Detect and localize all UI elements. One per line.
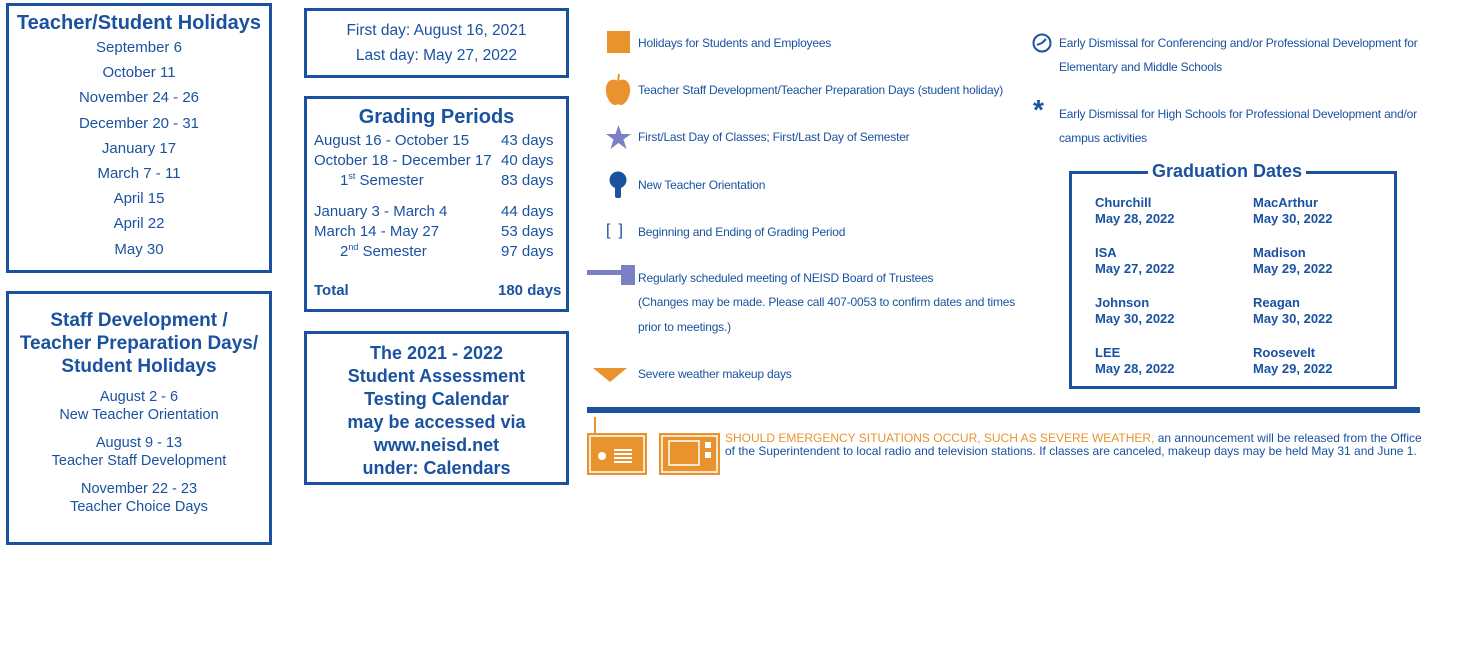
staff-group: [9, 434, 269, 470]
holiday-item: December 20 - 31: [78, 114, 200, 132]
holiday-item: April 22: [113, 215, 165, 233]
graduation-school: [1253, 295, 1333, 327]
grading-days: 44 days: [501, 203, 554, 220]
grading-row: [307, 171, 566, 191]
school-name: Reagan: [1253, 295, 1300, 310]
holiday-item: November 24 - 26: [78, 89, 200, 107]
graduation-date: May 28, 2022: [1095, 211, 1175, 226]
grading-row: [307, 131, 566, 151]
emergency-text: an announcement will be released from the Office of the Superintendent to local radio and television stations. If classes are canceled, makeup days may be held May 31 and June 1.: [725, 431, 1422, 458]
bracket-icon: [ ]: [606, 222, 623, 239]
graduation-date: May 30, 2022: [1095, 311, 1175, 326]
first-day: First day: August 16, 2021: [346, 22, 527, 39]
graduation-school: [1253, 195, 1333, 227]
legend-high-school-dismissal: Early Dismissal for High Schools for Professional Development and/or: [1059, 107, 1417, 121]
school-name: Roosevelt: [1253, 345, 1316, 360]
legend-board-meeting-note: prior to meetings.): [638, 320, 731, 334]
staff-group: [9, 388, 269, 424]
grading-total-days: 180 days: [498, 282, 562, 299]
holiday-item: April 15: [113, 190, 165, 208]
grading-period: January 3 - March 4: [314, 203, 448, 220]
holiday-item: January 17: [101, 139, 177, 157]
staff-title: [9, 309, 269, 378]
staff-group-label: New Teacher Orientation: [59, 407, 219, 423]
teacher-student-holidays-box: [6, 3, 272, 273]
down-arrow-icon: [593, 368, 627, 382]
graduation-date: May 29, 2022: [1253, 361, 1333, 376]
legend-new-teacher-orientation: New Teacher Orientation: [638, 178, 766, 192]
semester-word: Semester: [358, 243, 427, 260]
school-name: Johnson: [1095, 295, 1150, 310]
holiday-item: May 30: [114, 240, 164, 258]
assessment-line: Student Assessment: [347, 366, 526, 386]
emergency-notice: [725, 432, 1425, 458]
graduation-title: Graduation Dates: [1148, 161, 1306, 182]
staff-title-line: Staff Development /: [50, 310, 228, 331]
grading-total-row: [307, 281, 566, 301]
semester-number: 1: [340, 172, 349, 189]
semester-ordinal: nd: [348, 242, 359, 252]
grading-row: [307, 222, 566, 242]
graduation-date: May 30, 2022: [1253, 311, 1333, 326]
school-name: Churchill: [1095, 195, 1152, 210]
graduation-dates-box: [1069, 161, 1397, 389]
semester-word: Semester: [355, 172, 424, 189]
grading-period: March 14 - May 27: [314, 223, 440, 240]
emergency-highlight: SHOULD EMERGENCY SITUATIONS OCCUR, SUCH AS SEVERE WEATHER,: [725, 431, 1155, 445]
graduation-school: [1253, 345, 1333, 377]
light-bulb-icon: [609, 171, 627, 199]
semester-number: 2: [340, 243, 349, 260]
holiday-item: March 7 - 11: [97, 164, 181, 182]
legend-holidays: Holidays for Students and Employees: [638, 36, 832, 50]
grading-days: 43 days: [501, 132, 554, 149]
staff-title-line: Student Holidays: [61, 356, 217, 377]
board-meeting-icon: [587, 265, 635, 287]
first-last-day-box: [304, 8, 569, 78]
staff-group-dates: August 9 - 13: [95, 435, 183, 451]
legend-board-meeting: Regularly scheduled meeting of NEISD Board of Trustees: [638, 271, 934, 285]
television-icon: [659, 433, 720, 475]
semester-label: [340, 242, 427, 262]
grading-period: August 16 - October 15: [314, 132, 470, 149]
staff-group-label: Teacher Choice Days: [70, 499, 208, 515]
graduation-date: May 29, 2022: [1253, 261, 1333, 276]
legend-early-dismissal-cont: Elementary and Middle Schools: [1059, 60, 1222, 74]
graduation-school: [1095, 345, 1175, 377]
school-name: ISA: [1095, 245, 1117, 260]
grading-days: 40 days: [501, 152, 554, 169]
asterisk-icon: *: [1033, 94, 1044, 125]
assessment-line: The 2021 - 2022: [369, 343, 504, 363]
holiday-item: September 6: [96, 39, 182, 56]
graduation-school: [1095, 295, 1175, 327]
grading-row: [307, 242, 566, 262]
school-name: Madison: [1253, 245, 1306, 260]
semester-ordinal: st: [348, 171, 356, 181]
grading-total-label: Total: [314, 282, 349, 299]
graduation-date: May 27, 2022: [1095, 261, 1175, 276]
last-day: Last day: May 27, 2022: [355, 47, 518, 64]
staff-development-box: [6, 291, 272, 545]
legend-board-meeting-note: (Changes may be made. Please call 407-0053 to confirm dates and times: [638, 295, 1016, 309]
graduation-school: [1095, 245, 1175, 277]
grading-days: 97 days: [501, 243, 554, 260]
orange-square-icon: [607, 31, 630, 53]
assessment-line: may be accessed via: [347, 412, 526, 432]
assessment-box: [304, 331, 569, 485]
graduation-school: [1253, 245, 1333, 277]
graduation-school: [1095, 195, 1175, 227]
holiday-item: October 11: [102, 64, 176, 82]
assessment-line: under: Calendars: [362, 458, 511, 478]
school-name: MacArthur: [1253, 195, 1319, 210]
clock-icon: [1032, 33, 1052, 53]
graduation-date: May 28, 2022: [1095, 361, 1175, 376]
graduation-date: May 30, 2022: [1253, 211, 1333, 226]
grading-days: 83 days: [501, 172, 554, 189]
grading-days: 53 days: [501, 223, 554, 240]
assessment-link[interactable]: www.neisd.net: [373, 435, 500, 455]
section-divider: [587, 407, 1420, 413]
staff-group-label: Teacher Staff Development: [51, 453, 227, 469]
staff-title-line: Teacher Preparation Days/: [19, 333, 259, 354]
staff-group-dates: November 22 - 23: [80, 481, 198, 497]
assessment-line: Testing Calendar: [364, 389, 509, 409]
apple-icon: [605, 72, 631, 106]
legend-first-last-day: First/Last Day of Classes; First/Last Day of Semester: [638, 130, 910, 144]
star-icon: [606, 125, 631, 149]
grading-row: [307, 202, 566, 222]
school-name: LEE: [1095, 345, 1121, 360]
grading-period: October 18 - December 17: [314, 152, 492, 169]
staff-group-dates: August 2 - 6: [99, 389, 179, 405]
grading-periods-box: [304, 96, 569, 312]
staff-group: [9, 480, 269, 516]
legend-early-dismissal: Early Dismissal for Conferencing and/or Professional Development for: [1059, 36, 1418, 50]
semester-label: [340, 171, 424, 191]
grading-title: Grading Periods: [358, 106, 515, 128]
holidays-title: Teacher/Student Holidays: [16, 12, 262, 34]
legend-grading-period: Beginning and Ending of Grading Period: [638, 225, 846, 239]
legend-staff-development: Teacher Staff Development/Teacher Preparation Days (student holiday): [638, 83, 1004, 97]
legend-high-school-dismissal-cont: campus activities: [1059, 131, 1147, 145]
radio-icon: [587, 417, 647, 475]
grading-row: [307, 151, 566, 171]
legend-severe-weather: Severe weather makeup days: [638, 367, 792, 381]
